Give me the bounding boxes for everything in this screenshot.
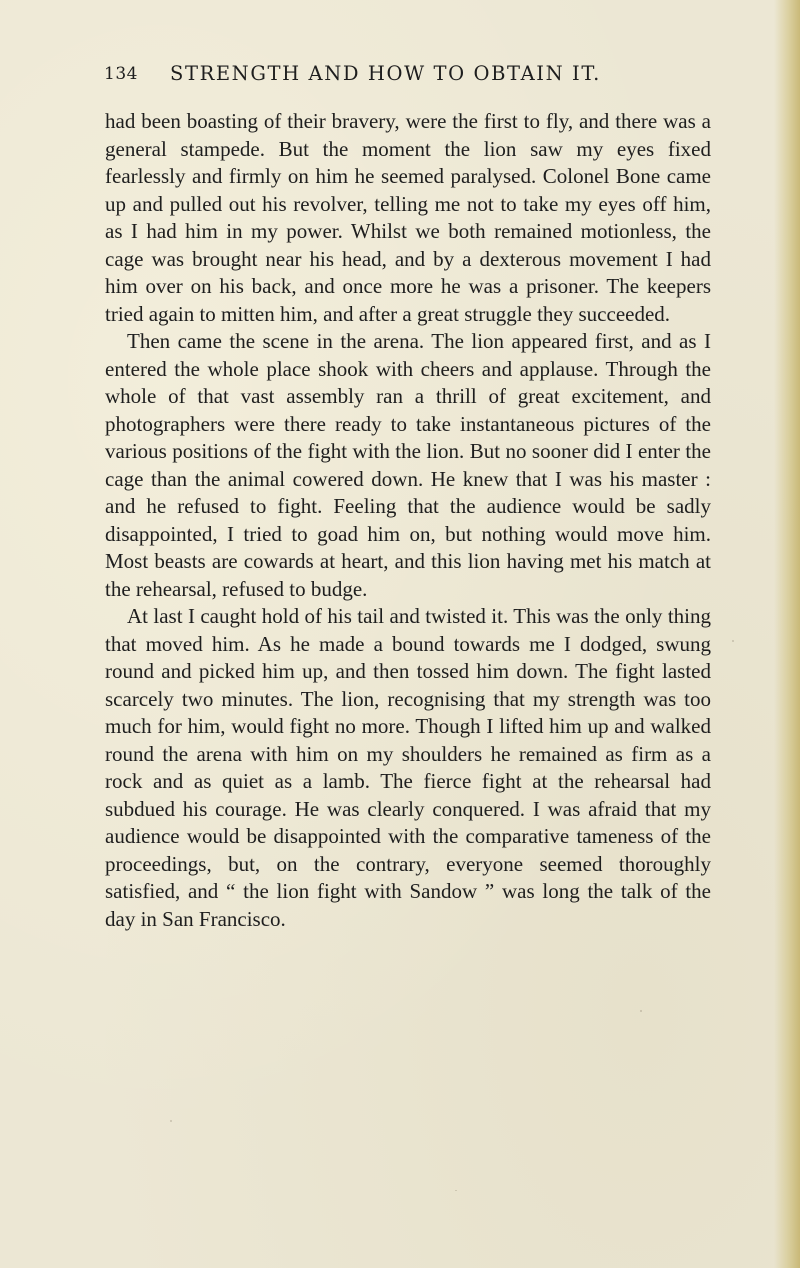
running-title: STRENGTH AND HOW TO OBTAIN IT. xyxy=(170,62,601,85)
paragraph-2: Then came the scene in the arena. The lion appeared first, and as I entered the whole place shook with cheers and applause. Through the whole of that vast assembly ran a thrill of great excitement, and photographers were there ready to take instantaneous pictures of the various positions of the fight with the lion. But no sooner did I enter the cage than the animal cowered down. He knew that I was his master : and he refused to fight. Feeling that the audience would be sadly disappointed, I tried to goad him on, but nothing would move him. Most beasts are cowards at heart, and this lion having met his match at the rehearsal, refused to budge. xyxy=(105,329,711,601)
page-number: 134 xyxy=(104,64,138,84)
body-text xyxy=(105,108,711,933)
page-edge-shading xyxy=(774,0,800,1268)
paragraph-1: had been boasting of their bravery, were the first to fly, and there was a general stampede. But the moment the lion saw my eyes fixed fearlessly and firmly on him he seemed paralysed. Colonel Bone came up and pulled out his revolver, telling me not to take my eyes off him, as I had him in my power. Whilst we both remained motionless, the cage was brought near his head, and by a dexterous movement I had him over on his back, and once more he was a prisoner. The keepers tried again to mitten him, and after a great struggle they succeeded. xyxy=(105,109,711,326)
page-header xyxy=(104,64,704,90)
paragraph-3: At last I caught hold of his tail and twisted it. This was the only thing that moved him. As he made a bound towards me I dodged, swung round and picked him up, and then tossed him down. The fight lasted scarcely two minutes. The lion, recognising that my strength was too much for him, would fight no more. Though I lifted him up and walked round the arena with him on my shoulders he remained as firm as a rock and as quiet as a lamb. The fierce fight at the rehearsal had subdued his courage. He was clearly conquered. I was afraid that my audience would be disappointed with the comparative tameness of the proceedings, but, on the contrary, everyone seemed thoroughly satisfied, and “ the lion fight with Sandow ” was long the talk of the day in San Francisco. xyxy=(105,604,711,931)
